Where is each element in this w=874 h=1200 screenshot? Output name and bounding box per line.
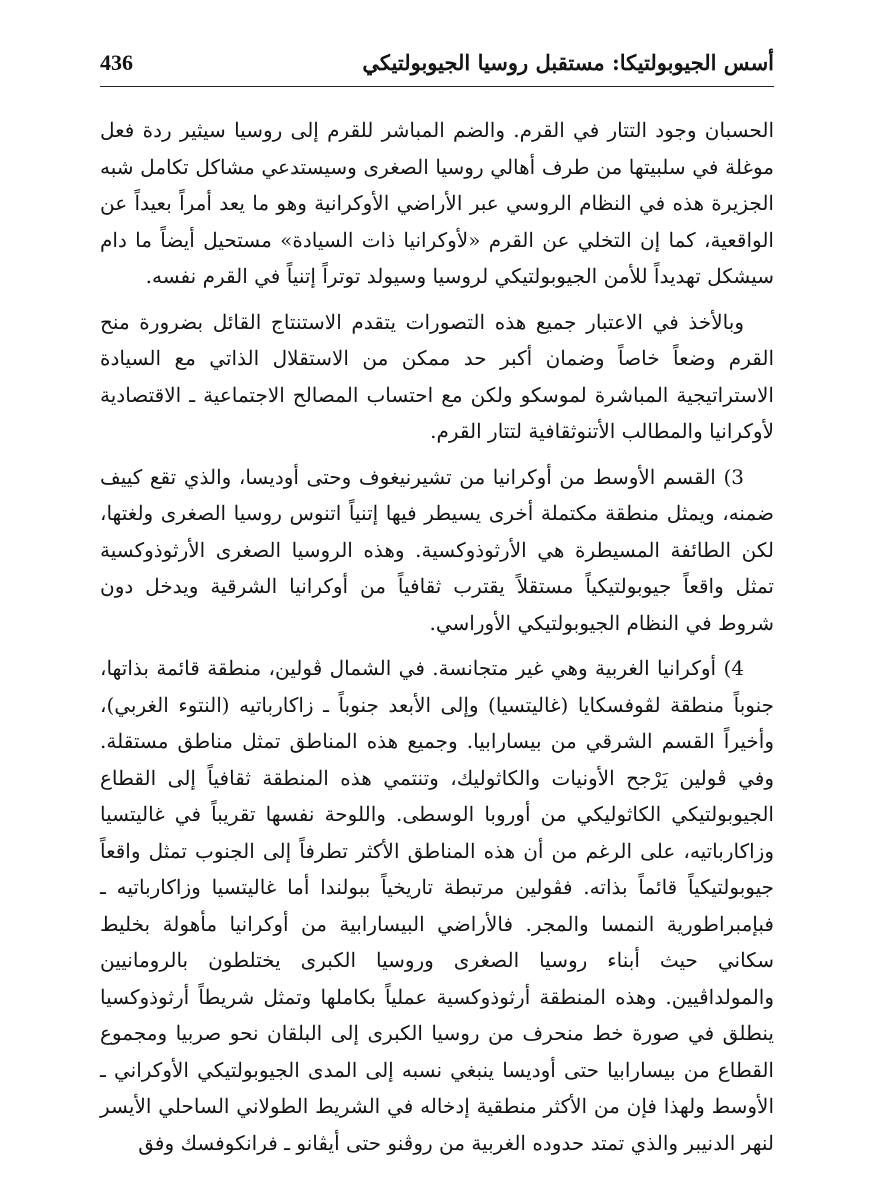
running-title: أسس الجيوبولتيكا: مستقبل روسيا الجيوبولتيكي bbox=[362, 50, 774, 75]
paragraph-western-ukraine: 4) أوكرانيا الغربية وهي غير متجانسة. في الشمال ڤولين، منطقة قائمة بذاتها، جنوباً منطقة لڤوفسكايا (غاليتسيا) وإلى الأبعد جنوباً ـ زاكارباتيه (النتوء الغربي)، وأخيراً القسم الشرقي من بيسارابيا. وجميع هذه المناطق تمثل مناطق مستقلة. وفي ڤولين يَرْجح الأونيات والكاثوليك، وتنتمي هذه المنطقة ثقافياً إلى القطاع الجيوبولتيكي الكاثوليكي من أوروبا الوسطى. واللوحة نفسها تقريباً في غاليتسيا وزاكارباتيه، على الرغم من أن هذه المناطق الأكثر تطرفاً إلى الجنوب تمثل واقعاً جيوبولتيكياً قائماً بذاته. فڤولين مرتبطة تاريخياً ببولندا أما غاليتسيا وزاكارباتيه ـ فبإمبراطورية النمسا والمجر. فالأراضي البيسارابية من أوكرانيا مأهولة بخليط سكاني حيث أبناء روسيا الصغرى وروسيا الكبرى يختلطون بالرومانيين والمولداڤيين. وهذه المنطقة أرثوذوكسية عملياً بكاملها وتمثل شريطاً أرثوذوكسيا ينطلق في صورة خط منحرف من روسيا الكبرى إلى البلقان نحو صربيا ومجموع القطاع من بيسارابيا حتى أوديسا ينبغي نسبه إلى المدى الجيوبولتيكي الأوكراني ـ الأوسط ولهذا فإن من الأكثر منطقية إدخاله في الشريط الطولاني الساحلي الأيسر لنهر الدنيبر والذي تمتد حدوده الغربية من روڤنو حتى أيڤانو ـ فرانكوفسك وفق bbox=[100, 656, 775, 1155]
paragraph-central-ukraine: 3) القسم الأوسط من أوكرانيا من تشيرنيغوف وحتى أوديسا، والذي تقع كييف ضمنه، ويمثل منطقة مكتملة أخرى يسيطر فيها إتنياً اتنوس روسيا الصغرى ولغتها، لكن الطائفة المسيطرة هي الأرثوذوكسية. وهذه الروسيا الصغرى الأرثوذوكسية تمثل واقعاً جيوبولتيكياً مستقلاً يقترب ثقافياً من أوكرانيا الشرقية ويدخل دون شروط في النظام الجيوبولتيكي الأوراسي. bbox=[100, 464, 774, 635]
page-number: 436 bbox=[100, 50, 133, 75]
body-text bbox=[100, 112, 774, 1170]
paragraph-continuation: الحسبان وجود التتار في القرم. والضم المباشر للقرم إلى روسيا سيثير ردة فعل موغلة في سلبيتها من طرف أهالي روسيا الصغرى وسيستدعي مشاكل تكامل شبه الجزيرة هذه في النظام الروسي عبر الأراضي الأوكرانية وهو ما يعد أمراً بعيداً عن الواقعية، كما إن التخلي عن القرم «لأوكرانيا ذات السيادة» مستحيل أيضاً ما دام سيشكل تهديداً للأمن الجيوبولتيكي لروسيا وسيولد توتراً إتنياً في القرم نفسه. bbox=[100, 118, 774, 288]
running-header bbox=[100, 46, 774, 87]
paragraph-conclusion-crimea: وبالأخذ في الاعتبار جميع هذه التصورات يتقدم الاستنتاج القائل بضرورة منح القرم وضعاً خاصاً وضمان أكبر حد ممكن من الاستقلال الذاتي مع السيادة الاستراتيجية المباشرة لموسكو ولكن مع احتساب المصالح الاجتماعية ـ الاقتصادية لأوكرانيا والمطالب الأتنوثقافية لتتار القرم. bbox=[100, 309, 774, 443]
